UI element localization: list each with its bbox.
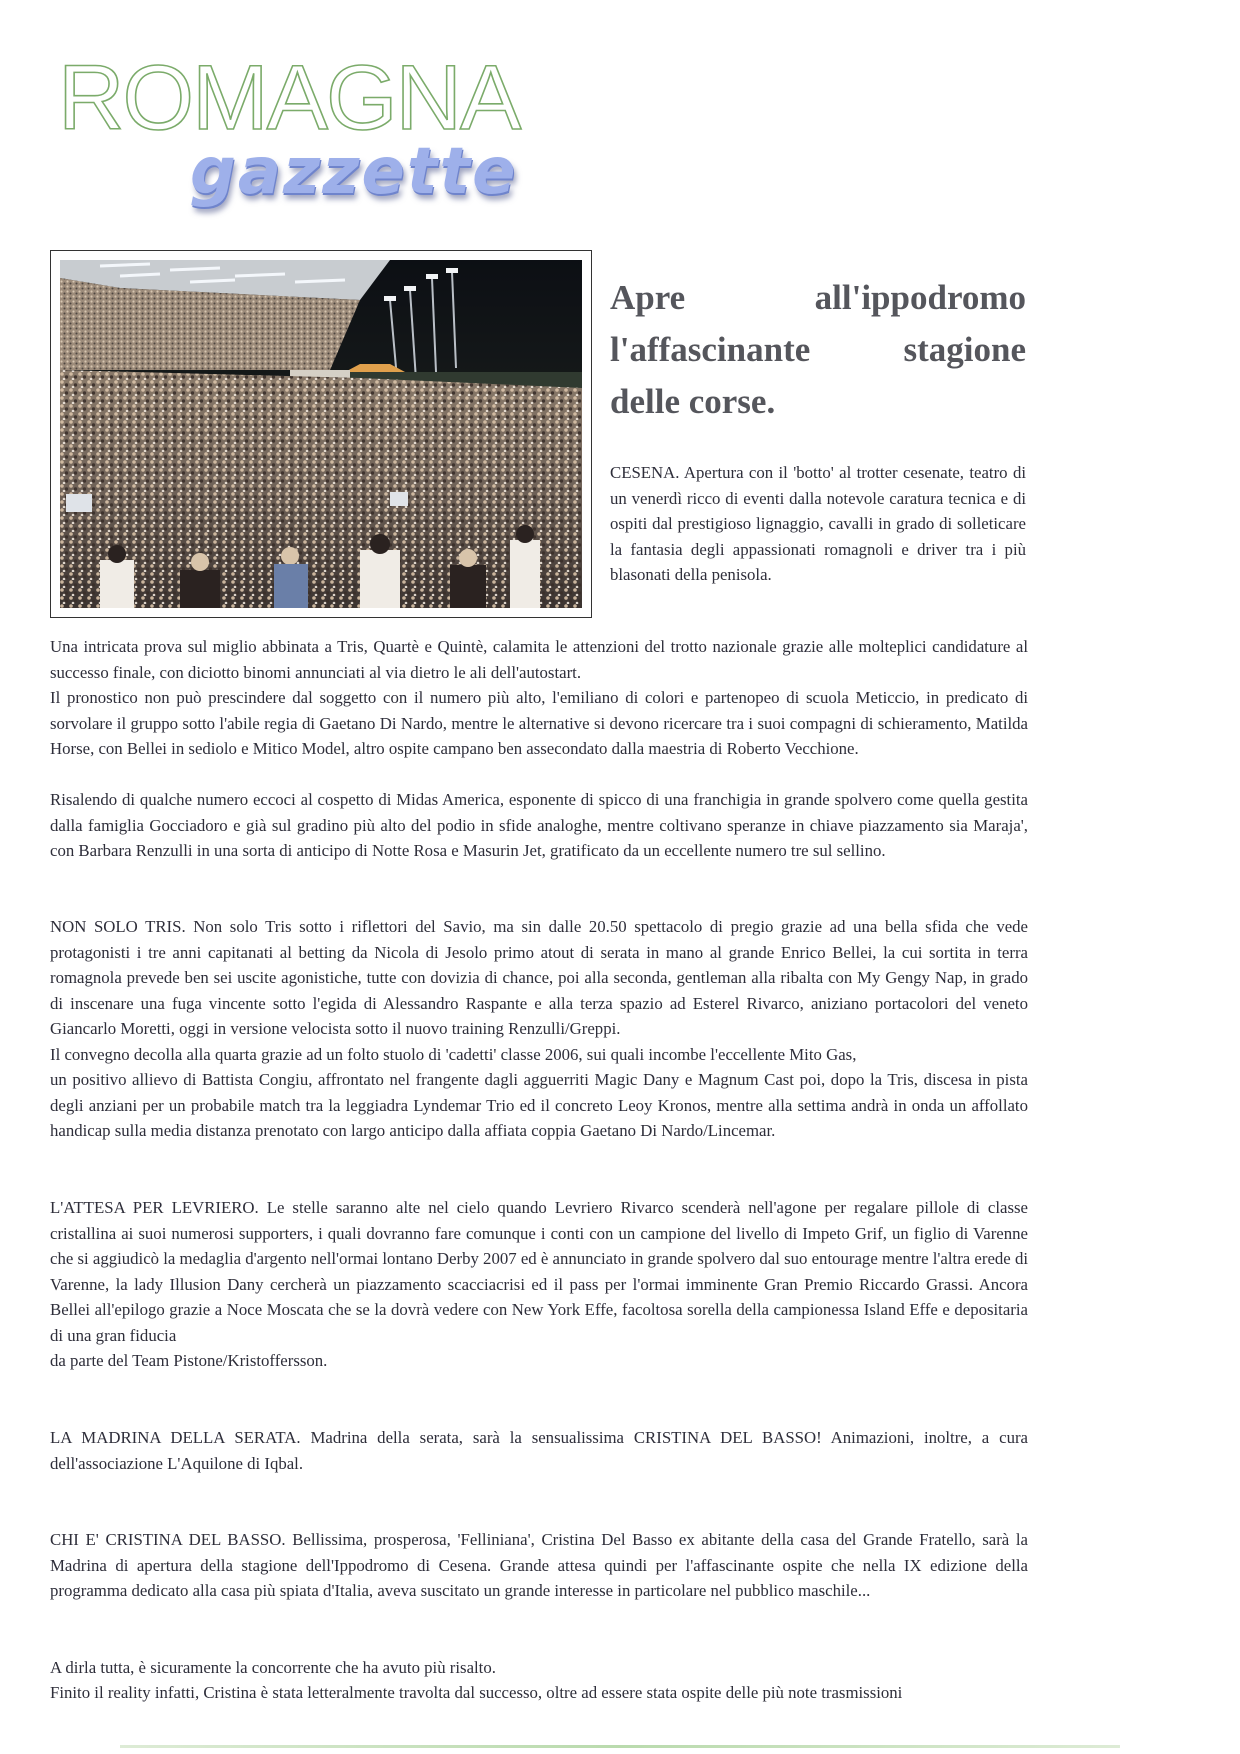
masthead-subtitle: gazzette (190, 135, 518, 209)
article-photo-frame (50, 250, 592, 618)
paragraph-6a: L'ATTESA PER LEVRIERO. Le stelle saranno alte nel cielo quando Levriero Rivarco scenderà nell'agone per regalare pillole di classe cristallina ai suoi numerosi supporters, i quali dovranno fare comunque i conti con un campione del livello di Impeto Grif, un figlio di Varenne che si aggiudicò la medaglia d'argento nell'ormai lontano Derby 2007 ed è annunciato in grande spolvero dal suo entourage mentre l'altra erede di Varenne, la lady Illusion Dany cercherà un piazzamento scacciacrisi ed il pass per l'ormai imminente Gran Premio Riccardo Grassi. Ancora Bellei all'epilogo grazie a Noce Moscata che se la dovrà vedere con New York Effe, facoltosa sorella della campionessa Island Effe e depositaria di una gran fiducia (50, 1198, 1029, 1345)
masthead (58, 47, 578, 222)
paragraph-9: A dirla tutta, è sicuramente la concorrente che ha avuto più risalto. (50, 1658, 496, 1677)
masthead-title: ROMAGNA (58, 47, 520, 149)
headline-line-1: Apre all'ippodromo (610, 278, 1026, 317)
paragraph-5b: un positivo allievo di Battista Congiu, affrontato nel frangente dagli agguerriti Magic Dany e Magnum Cast poi, dopo la Tris, discesa in pista degli anziani per un probabile match tra la leggiadra Lyndemar Trio ed il concreto Leoy Kronos, mentre alla settima andrà in onda un affollato handicap sulla media distanza prenotato con largo anticipo dalla affiata coppia Gaetano Di Nardo/Lincemar. (50, 1070, 1028, 1141)
racetrack-crowd-image (60, 260, 582, 608)
headline-line-2: l'affascinante stagione (610, 330, 1026, 369)
paragraph-4: NON SOLO TRIS. Non solo Tris sotto i riflettori del Savio, ma sin dalle 20.50 spettacolo di pregio grazie ad una bella sfida che vede protagonisti i tre anni capitanati al betting da Nicola di Jesolo primo atout di serata in mano al grande Enrico Bellei, la cui sortita in terra romagnola prevede ben sei uscite agonistiche, tutte con dovizia di chance, poi alla seconda, gentleman alla ribalta con My Gengy Nap, in grado di inscenare una fuga vincente sotto l'egida di Alessandro Raspante e alla terza spazio ad Esterel Rivarco, aniziano portacolori del veneto Giancarlo Moretti, oggi in versione velocista sotto il nuovo training Renzulli/Greppi. (50, 917, 1028, 1039)
article-photo (60, 260, 582, 608)
paragraph-3: Risalendo di qualche numero eccoci al cospetto di Midas America, esponente di spicco di una franchigia in grande spolvero come quella gestita dalla famiglia Gocciadoro e già sul gradino più alto del podio in sfide analoghe, mentre coltivano speranze in chiave piazzamento sia Maraja', con Barbara Renzulli in una sorta di anticipo di Notte Rosa e Masurin Jet, gratificato da un eccellente numero tre sul sellino. (50, 790, 1028, 861)
bottom-rule (120, 1745, 1120, 1748)
paragraph-2: Il pronostico non può prescindere dal soggetto con il numero più alto, l'emiliano di colori e partenopeo di scuola Meticcio, in predicato di sorvolare il gruppo sotto l'abile regia di Gaetano Di Nardo, mentre le alternative si devono ricercare tra i suoi compagni di schieramento, Matilda Horse, con Bellei in sediolo e Mitico Model, altro ospite campano ben assecondato dalla maestria di Roberto Vecchione. (50, 688, 1028, 759)
paragraph-8: CHI E' CRISTINA DEL BASSO. Bellissima, prosperosa, 'Felliniana', Cristina Del Basso ex abitante della casa del Grande Fratello, sarà la Madrina di apertura della stagione dell'Ippodromo di Cesena. Grande attesa quindi per l'affascinante ospite che nella IX edizione della programma dedicato alla casa più spiata d'Italia, aveva suscitato un grande interesse in particolare nel pubblico maschile... (50, 1530, 1028, 1601)
paragraph-6b: da parte del Team Pistone/Kristoffersson. (50, 1351, 328, 1370)
paragraph-7: LA MADRINA DELLA SERATA. Madrina della serata, sarà la sensualissima CRISTINA DEL BASSO! Animazioni, inoltre, a cura dell'associazione L'Aquilone di Iqbal. (50, 1428, 1028, 1473)
paragraph-1: Una intricata prova sul miglio abbinata a Tris, Quartè e Quintè, calamita le attenzioni del trotto nazionale grazie alle molteplici candidature al successo finale, con diciotto binomi annunciati al via dietro le ali dell'autostart. (50, 637, 1028, 682)
paragraph-10: Finito il reality infatti, Cristina è stata letteralmente travolta dal successo, oltre ad essere stata ospite delle più note trasmissioni (50, 1683, 903, 1702)
lead-paragraph: CESENA. Apertura con il 'botto' al trotter cesenate, teatro di un venerdì ricco di eventi dalla notevole caratura tecnica e di ospiti dal prestigioso lignaggio, cavalli in grado di solleticare la fantasia degli appassionati romagnoli e driver tra i più blasonati della penisola. (610, 463, 1026, 585)
headline-line-3: delle corse. (610, 382, 776, 421)
paragraph-5a: Il convegno decolla alla quarta grazie ad un folto stuolo di 'cadetti' classe 2006, sui quali incombe l'eccellente Mito Gas, (50, 1045, 857, 1064)
article-headline (610, 272, 1026, 428)
